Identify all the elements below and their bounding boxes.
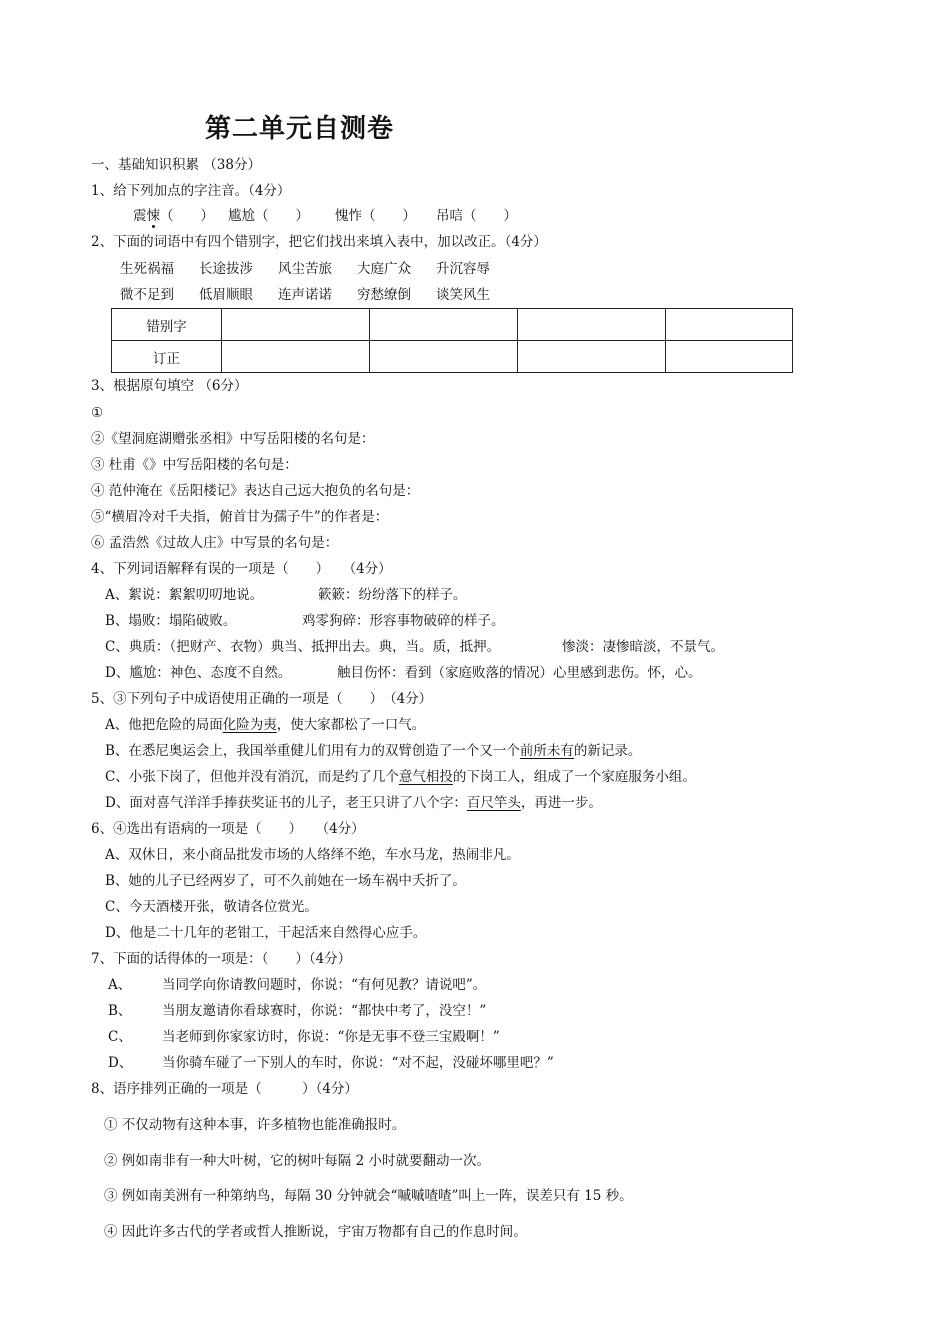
- option-b-extra: 鸡零狗碎：形容事物破碎的样子。: [302, 613, 505, 629]
- fill-item: ②《望洞庭湖赠张丞相》中写岳阳楼的名句是：: [91, 431, 375, 447]
- option-a-letter: A、: [108, 977, 132, 993]
- option-d: D、尴尬：神色、态度不自然。: [105, 665, 292, 681]
- option-d: D、面对喜气洋洋手捧获奖证书的儿子，老王只讲了八个字：百尺竿头，再进一步。: [105, 795, 602, 811]
- answer-cell[interactable]: [518, 309, 666, 341]
- option-b: B、塌败：塌陷破败。: [105, 613, 237, 629]
- fill-item: ①: [91, 405, 104, 421]
- pinyin-item-4: 吊唁（ ）: [436, 208, 517, 224]
- word: 升沉容辱: [436, 261, 490, 277]
- question-6-stem: 6、④选出有语病的一项是（ ） （4分）: [91, 821, 365, 837]
- word: 连声诺诺: [278, 287, 332, 303]
- option-c: 当老师到你家家访时，你说：“你是无事不登三宝殿啊！”: [162, 1029, 500, 1045]
- table-label-correct: 订正: [112, 341, 222, 373]
- question-3-stem: 3、根据原句填空 （6分）: [91, 378, 248, 394]
- question-2-stem: 2、下面的词语中有四个错别字，把它们找出来填入表中，加以改正。（4分）: [91, 234, 547, 250]
- option-a: A、双休日，来小商品批发市场的人络绎不绝，车水马龙，热闹非凡。: [105, 847, 520, 863]
- word: 谈笑风生: [436, 287, 490, 303]
- table-label-wrong: 错别字: [112, 309, 222, 341]
- correction-table: [111, 308, 793, 373]
- sentence-item: ① 不仅动物有这种本事，许多植物也能准确报时。: [104, 1117, 406, 1133]
- option-a: 当同学向你请教问题时，你说：“有何见教？请说吧”。: [162, 977, 487, 993]
- sentence-item: ④ 因此许多古代的学者或哲人推断说，宇宙万物都有自己的作息时间。: [104, 1224, 527, 1240]
- answer-cell[interactable]: [518, 341, 666, 373]
- question-7-stem: 7、下面的话得体的一项是：（ ）（4分）: [91, 951, 352, 967]
- option-d: D、他是二十几年的老钳工，干起活来自然得心应手。: [105, 925, 427, 941]
- question-8-stem: 8、语序排列正确的一项是（ ）（4分）: [91, 1081, 358, 1097]
- option-c: C、典质：（把财产、衣物）典当、抵押出去。典，当。质，抵押。: [105, 639, 501, 655]
- word: 大庭广众: [357, 261, 411, 277]
- question-4-stem: 4、下列词语解释有误的一项是（ ） （4分）: [91, 561, 392, 577]
- word: 生死祸福: [120, 261, 174, 277]
- answer-cell[interactable]: [222, 341, 370, 373]
- answer-cell[interactable]: [370, 309, 518, 341]
- fill-item: ⑥ 孟浩然《过故人庄》中写景的名句是：: [91, 535, 339, 551]
- word-row-1: [120, 260, 490, 278]
- option-b: B、她的儿子已经两岁了，可不久前她在一场车祸中夭折了。: [105, 873, 466, 889]
- answer-cell[interactable]: [370, 341, 518, 373]
- word: 穷愁缭倒: [357, 287, 411, 303]
- option-b: 当朋友邀请你看球赛时，你说：“都快中考了，没空！”: [162, 1003, 487, 1019]
- question-1-stem: 1、给下列加点的字注音。（4分）: [91, 183, 291, 199]
- question-5-stem: 5、③下列句子中成语使用正确的一项是（ ） （4分）: [91, 691, 433, 707]
- word-row-2: [120, 286, 490, 304]
- option-a: A、絮说：絮絮叨叨地说。: [105, 587, 264, 603]
- answer-cell[interactable]: [666, 341, 793, 373]
- answer-cell[interactable]: [222, 309, 370, 341]
- word: 风尘苦旅: [278, 261, 332, 277]
- pinyin-item-3: 愧怍（ ）: [335, 208, 416, 224]
- table-row: [112, 341, 793, 373]
- section-heading: 一、基础知识积累 （38分）: [91, 157, 261, 173]
- option-d-letter: D、: [108, 1055, 133, 1071]
- option-d-extra: 触目伤怀：看到（家庭败落的情况）心里感到悲伤。怀，心。: [337, 665, 702, 681]
- word: 低眉顺眼: [199, 287, 253, 303]
- sentence-item: ③ 例如南美洲有一种第纳鸟，每隔 30 分钟就会“嘁嘁喳喳”叫上一阵，误差只有 15 秒。: [104, 1188, 633, 1204]
- option-b: B、在悉尼奥运会上，我国举重健儿们用有力的双臂创造了一个又一个前所未有的新记录。: [105, 743, 642, 759]
- pinyin-item-2: 尴尬（ ）: [228, 208, 309, 224]
- option-c-letter: C、: [108, 1029, 132, 1045]
- page-title: 第二单元自测卷: [205, 114, 395, 144]
- answer-cell[interactable]: [666, 309, 793, 341]
- table-row: [112, 309, 793, 341]
- option-a-extra: 簌簌：纷纷落下的样子。: [318, 587, 467, 603]
- option-c: C、今天酒楼开张，敬请各位赏光。: [105, 899, 318, 915]
- option-c: C、小张下岗了，但他并没有消沉，而是约了几个意气相投的下岗工人，组成了一个家庭服务小组。: [105, 769, 696, 785]
- sentence-item: ② 例如南非有一种大叶树，它的树叶每隔 2 小时就要翻动一次。: [104, 1153, 490, 1169]
- pinyin-item-1: 震悚（ ）: [133, 208, 214, 224]
- option-a: A、他把危险的局面化险为夷，使大家都松了一口气。: [105, 717, 426, 733]
- fill-item: ⑤“横眉冷对千夫指，俯首甘为孺子牛”的作者是：: [91, 509, 389, 525]
- option-b-letter: B、: [108, 1003, 132, 1019]
- option-d: 当你骑车碰了一下别人的车时，你说：“对不起，没碰坏哪里吧？”: [162, 1055, 554, 1071]
- option-c-extra: 惨淡：凄惨暗淡，不景气。: [562, 639, 724, 655]
- word: 长途拔涉: [199, 261, 253, 277]
- fill-item: ③ 杜甫《》中写岳阳楼的名句是：: [91, 457, 298, 473]
- word: 微不足到: [120, 287, 174, 303]
- fill-item: ④ 范仲淹在《岳阳楼记》表达自己远大抱负的名句是：: [91, 483, 420, 499]
